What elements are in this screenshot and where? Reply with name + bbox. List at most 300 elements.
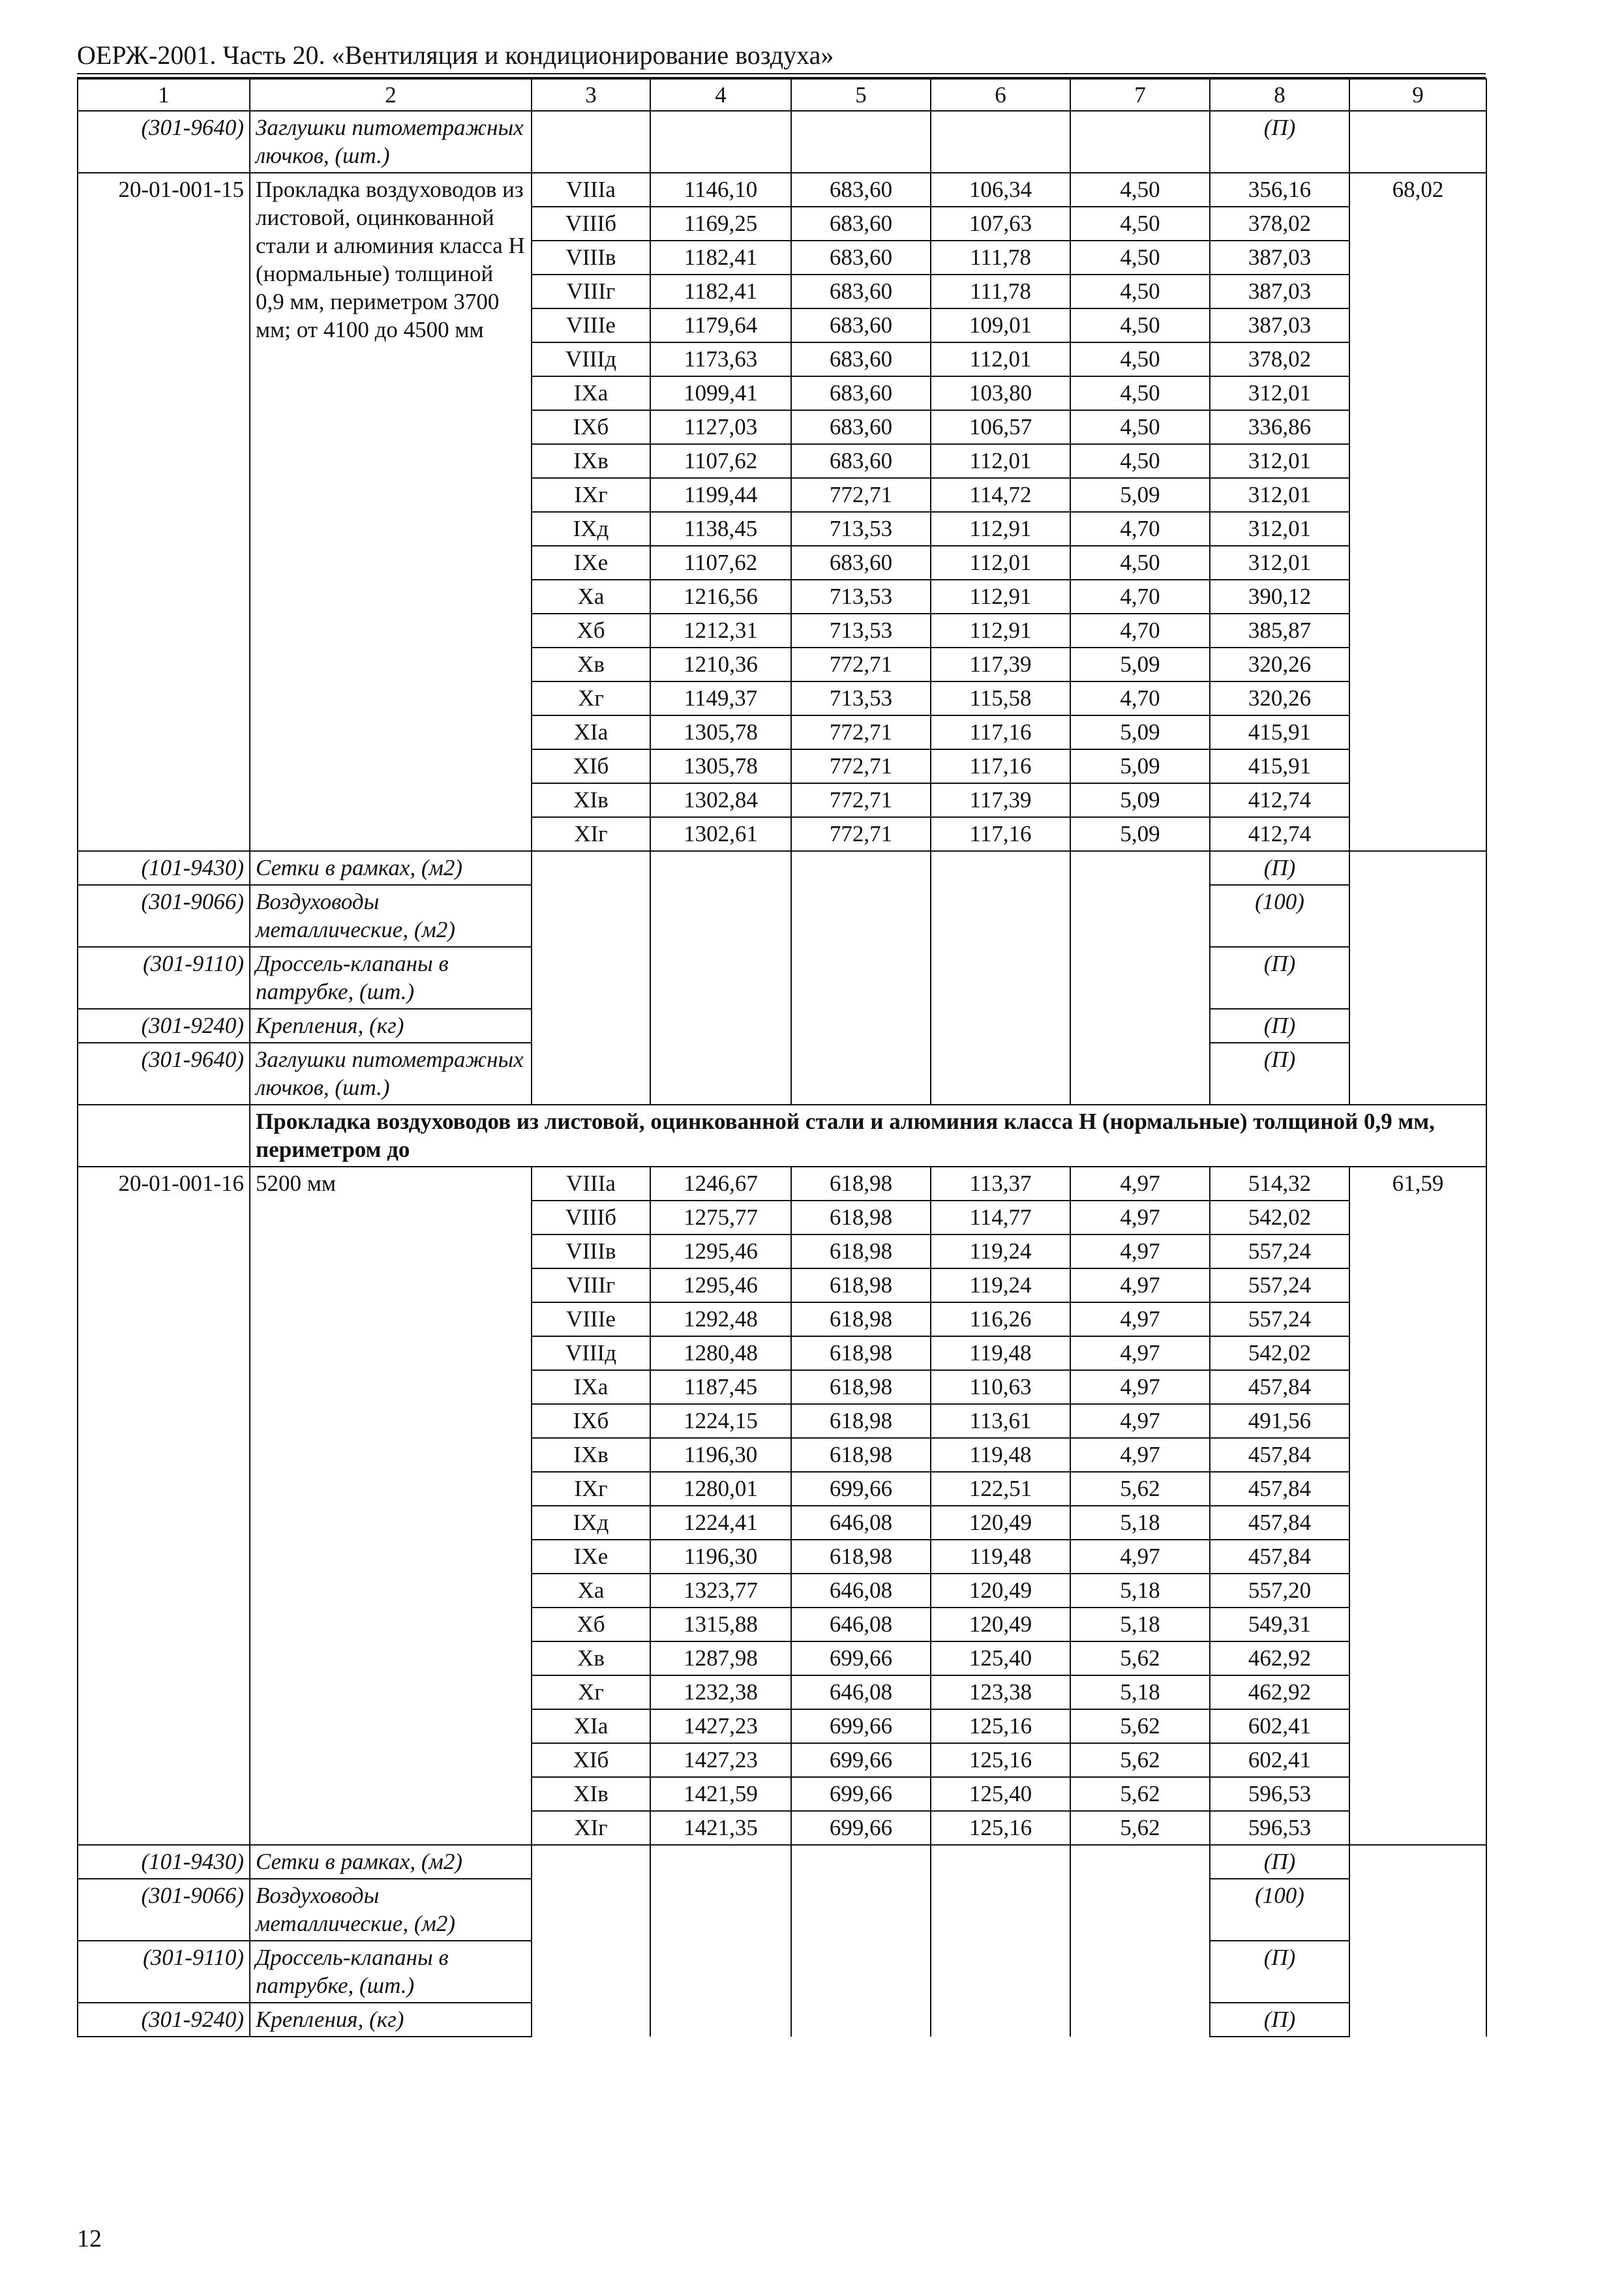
empty-cell xyxy=(1070,1845,1210,1879)
empty-cell xyxy=(791,1941,931,2003)
resource-name: Сетки в рамках, (м2) xyxy=(250,851,532,885)
zone-code: XIа xyxy=(532,715,650,749)
price-value: 683,60 xyxy=(791,241,931,275)
price-value: 602,41 xyxy=(1210,1743,1349,1777)
price-value: 683,60 xyxy=(791,342,931,376)
price-value: 113,37 xyxy=(931,1167,1070,1201)
price-value: 4,97 xyxy=(1070,1302,1210,1336)
price-value: 772,71 xyxy=(791,478,931,512)
resource-row xyxy=(78,2003,1486,2037)
price-value: 112,91 xyxy=(931,512,1070,546)
price-value: 320,26 xyxy=(1210,681,1349,715)
resource-value: (100) xyxy=(1210,885,1349,947)
resource-name: Воздуховоды металлические, (м2) xyxy=(250,1879,532,1941)
price-value: 557,20 xyxy=(1210,1574,1349,1608)
zone-code: Xг xyxy=(532,1675,650,1709)
price-value: 1305,78 xyxy=(650,715,791,749)
empty-cell xyxy=(791,1879,931,1941)
price-value: 5,18 xyxy=(1070,1675,1210,1709)
price-value: 683,60 xyxy=(791,207,931,241)
price-value: 320,26 xyxy=(1210,648,1349,681)
zone-code: IXд xyxy=(532,512,650,546)
empty-cell xyxy=(1349,1941,1486,2003)
price-value: 387,03 xyxy=(1210,275,1349,308)
item-name: Прокладка воздуховодов из листовой, оцинкованной стали и алюминия класса Н (нормальные) толщиной 0,9 мм, периметром 3700 мм; от 4100 до 4500 мм xyxy=(250,173,532,851)
empty-cell xyxy=(1070,2003,1210,2037)
price-value: 4,97 xyxy=(1070,1336,1210,1370)
price-value: 699,66 xyxy=(791,1777,931,1811)
column-number: 2 xyxy=(250,79,532,111)
price-value: 110,63 xyxy=(931,1370,1070,1404)
empty-cell xyxy=(1070,1941,1210,2003)
price-value: 4,50 xyxy=(1070,207,1210,241)
price-value: 4,50 xyxy=(1070,308,1210,342)
zone-code: XIб xyxy=(532,749,650,783)
price-row xyxy=(78,1167,1486,1201)
price-table-body xyxy=(78,79,1486,2037)
zone-code: VIIIг xyxy=(532,1268,650,1302)
empty-cell xyxy=(650,851,791,885)
empty-cell xyxy=(1349,1009,1486,1043)
empty-cell xyxy=(931,111,1070,173)
price-value: 462,92 xyxy=(1210,1675,1349,1709)
empty-cell xyxy=(1349,111,1486,173)
price-value: 457,84 xyxy=(1210,1506,1349,1540)
price-value: 1305,78 xyxy=(650,749,791,783)
empty-cell xyxy=(1349,1043,1486,1105)
zone-code: Xа xyxy=(532,580,650,614)
price-value: 1302,61 xyxy=(650,817,791,851)
price-value: 415,91 xyxy=(1210,715,1349,749)
price-value: 1292,48 xyxy=(650,1302,791,1336)
empty-cell xyxy=(650,2003,791,2037)
price-value: 5,09 xyxy=(1070,648,1210,681)
resource-code: (301-9066) xyxy=(78,885,250,947)
price-value: 387,03 xyxy=(1210,241,1349,275)
price-value: 1421,59 xyxy=(650,1777,791,1811)
resource-value: (П) xyxy=(1210,1009,1349,1043)
price-value: 557,24 xyxy=(1210,1268,1349,1302)
price-value: 4,97 xyxy=(1070,1268,1210,1302)
resource-name: Сетки в рамках, (м2) xyxy=(250,1845,532,1879)
price-value: 5,18 xyxy=(1070,1574,1210,1608)
price-value: 1427,23 xyxy=(650,1709,791,1743)
empty-cell xyxy=(650,1043,791,1105)
price-value: 119,24 xyxy=(931,1234,1070,1268)
zone-code: VIIIе xyxy=(532,1302,650,1336)
price-value: 462,92 xyxy=(1210,1641,1349,1675)
price-value: 683,60 xyxy=(791,546,931,580)
price-value: 111,78 xyxy=(931,241,1070,275)
price-value: 4,70 xyxy=(1070,681,1210,715)
price-value: 117,39 xyxy=(931,783,1070,817)
empty-cell xyxy=(931,851,1070,885)
price-value: 514,32 xyxy=(1210,1167,1349,1201)
price-value: 5,18 xyxy=(1070,1608,1210,1641)
price-value: 385,87 xyxy=(1210,614,1349,648)
resource-row xyxy=(78,1879,1486,1941)
price-value: 5,62 xyxy=(1070,1743,1210,1777)
price-value: 109,01 xyxy=(931,308,1070,342)
zone-code: VIIIб xyxy=(532,1201,650,1234)
resource-value: (П) xyxy=(1210,2003,1349,2037)
price-value: 1280,48 xyxy=(650,1336,791,1370)
price-value: 557,24 xyxy=(1210,1302,1349,1336)
price-value: 122,51 xyxy=(931,1472,1070,1506)
price-value: 123,38 xyxy=(931,1675,1070,1709)
empty-cell xyxy=(650,1941,791,2003)
zone-code: XIа xyxy=(532,1709,650,1743)
price-value: 772,71 xyxy=(791,715,931,749)
price-value: 1212,31 xyxy=(650,614,791,648)
price-value: 112,01 xyxy=(931,444,1070,478)
price-value: 112,01 xyxy=(931,342,1070,376)
empty-cell xyxy=(532,1845,650,1879)
zone-code: VIIIд xyxy=(532,1336,650,1370)
resource-code: (301-9066) xyxy=(78,1879,250,1941)
price-value: 119,48 xyxy=(931,1438,1070,1472)
price-value: 1173,63 xyxy=(650,342,791,376)
price-value: 1275,77 xyxy=(650,1201,791,1234)
zone-code: XIб xyxy=(532,1743,650,1777)
zone-code: IXа xyxy=(532,1370,650,1404)
item-col9-value: 68,02 xyxy=(1349,173,1486,851)
price-value: 1224,41 xyxy=(650,1506,791,1540)
price-value: 119,24 xyxy=(931,1268,1070,1302)
resource-code: (301-9640) xyxy=(78,1043,250,1105)
empty-cell xyxy=(791,947,931,1009)
resource-value: (П) xyxy=(1210,1941,1349,2003)
column-number: 1 xyxy=(78,79,250,111)
zone-code: IXе xyxy=(532,1540,650,1574)
price-value: 618,98 xyxy=(791,1540,931,1574)
price-value: 112,91 xyxy=(931,580,1070,614)
price-value: 618,98 xyxy=(791,1404,931,1438)
resource-name: Заглушки питометражных лючков, (шт.) xyxy=(250,1043,532,1105)
resource-name: Дроссель-клапаны в патрубке, (шт.) xyxy=(250,947,532,1009)
resource-name: Крепления, (кг) xyxy=(250,2003,532,2037)
zone-code: Xг xyxy=(532,681,650,715)
price-value: 772,71 xyxy=(791,817,931,851)
price-value: 596,53 xyxy=(1210,1811,1349,1845)
resource-row xyxy=(78,1845,1486,1879)
resource-row xyxy=(78,885,1486,947)
price-value: 106,34 xyxy=(931,173,1070,207)
price-value: 415,91 xyxy=(1210,749,1349,783)
price-value: 1149,37 xyxy=(650,681,791,715)
resource-row xyxy=(78,851,1486,885)
price-value: 356,16 xyxy=(1210,173,1349,207)
empty-cell xyxy=(1349,1879,1486,1941)
empty-cell xyxy=(1070,885,1210,947)
empty-cell xyxy=(1070,1009,1210,1043)
empty-cell xyxy=(532,2003,650,2037)
price-value: 312,01 xyxy=(1210,546,1349,580)
column-number: 7 xyxy=(1070,79,1210,111)
price-value: 1182,41 xyxy=(650,275,791,308)
resource-value: (П) xyxy=(1210,851,1349,885)
item-code: 20-01-001-15 xyxy=(78,173,250,851)
price-value: 1107,62 xyxy=(650,444,791,478)
resource-row xyxy=(78,1043,1486,1105)
price-value: 114,77 xyxy=(931,1201,1070,1234)
price-value: 5,09 xyxy=(1070,478,1210,512)
zone-code: VIIIв xyxy=(532,1234,650,1268)
zone-code: IXг xyxy=(532,1472,650,1506)
price-table xyxy=(77,78,1487,2037)
empty-cell xyxy=(532,111,650,173)
price-value: 115,58 xyxy=(931,681,1070,715)
empty-cell xyxy=(931,947,1070,1009)
price-value: 120,49 xyxy=(931,1574,1070,1608)
price-value: 5,09 xyxy=(1070,783,1210,817)
price-value: 4,97 xyxy=(1070,1540,1210,1574)
price-value: 646,08 xyxy=(791,1574,931,1608)
empty-cell xyxy=(791,885,931,947)
price-value: 1246,67 xyxy=(650,1167,791,1201)
zone-code: IXе xyxy=(532,546,650,580)
price-value: 378,02 xyxy=(1210,342,1349,376)
price-value: 1179,64 xyxy=(650,308,791,342)
zone-code: IXб xyxy=(532,410,650,444)
price-value: 618,98 xyxy=(791,1201,931,1234)
price-value: 457,84 xyxy=(1210,1540,1349,1574)
resource-value: (П) xyxy=(1210,111,1349,173)
empty-cell xyxy=(650,947,791,1009)
price-value: 5,62 xyxy=(1070,1709,1210,1743)
price-value: 125,40 xyxy=(931,1641,1070,1675)
price-value: 312,01 xyxy=(1210,478,1349,512)
price-value: 4,70 xyxy=(1070,580,1210,614)
price-value: 1295,46 xyxy=(650,1268,791,1302)
resource-name: Заглушки питометражных лючков, (шт.) xyxy=(250,111,532,173)
price-value: 596,53 xyxy=(1210,1777,1349,1811)
price-value: 1216,56 xyxy=(650,580,791,614)
price-value: 336,86 xyxy=(1210,410,1349,444)
price-value: 312,01 xyxy=(1210,444,1349,478)
price-value: 549,31 xyxy=(1210,1608,1349,1641)
column-number-row xyxy=(78,79,1486,111)
price-value: 1302,84 xyxy=(650,783,791,817)
zone-code: IXв xyxy=(532,1438,650,1472)
price-value: 618,98 xyxy=(791,1167,931,1201)
price-value: 120,49 xyxy=(931,1506,1070,1540)
price-value: 491,56 xyxy=(1210,1404,1349,1438)
zone-code: VIIIа xyxy=(532,1167,650,1201)
zone-code: XIг xyxy=(532,817,650,851)
price-value: 4,50 xyxy=(1070,275,1210,308)
price-value: 713,53 xyxy=(791,580,931,614)
empty-cell xyxy=(650,885,791,947)
resource-row xyxy=(78,947,1486,1009)
empty-cell xyxy=(532,1879,650,1941)
resource-value: (100) xyxy=(1210,1879,1349,1941)
price-value: 5,62 xyxy=(1070,1777,1210,1811)
resource-code: (301-9640) xyxy=(78,111,250,173)
resource-code: (301-9240) xyxy=(78,2003,250,2037)
empty-cell xyxy=(1070,947,1210,1009)
price-value: 378,02 xyxy=(1210,207,1349,241)
price-value: 699,66 xyxy=(791,1743,931,1777)
price-value: 699,66 xyxy=(791,1709,931,1743)
resource-name: Воздуховоды металлические, (м2) xyxy=(250,885,532,947)
zone-code: Xа xyxy=(532,1574,650,1608)
price-value: 4,70 xyxy=(1070,614,1210,648)
price-value: 112,01 xyxy=(931,546,1070,580)
zone-code: IXа xyxy=(532,376,650,410)
empty-cell xyxy=(791,2003,931,2037)
price-value: 1323,77 xyxy=(650,1574,791,1608)
empty-cell xyxy=(532,1941,650,2003)
price-value: 618,98 xyxy=(791,1268,931,1302)
price-value: 1224,15 xyxy=(650,1404,791,1438)
zone-code: Xв xyxy=(532,1641,650,1675)
empty-cell xyxy=(791,1845,931,1879)
resource-code: (301-9110) xyxy=(78,947,250,1009)
price-value: 699,66 xyxy=(791,1811,931,1845)
price-value: 125,16 xyxy=(931,1743,1070,1777)
document-title: ОЕРЖ-2001. Часть 20. «Вентиляция и кондиционирование воздуха» xyxy=(77,40,834,70)
empty-cell xyxy=(1349,947,1486,1009)
price-value: 117,16 xyxy=(931,749,1070,783)
price-value: 5,09 xyxy=(1070,749,1210,783)
column-number: 3 xyxy=(532,79,650,111)
price-value: 618,98 xyxy=(791,1302,931,1336)
zone-code: Xв xyxy=(532,648,650,681)
price-value: 713,53 xyxy=(791,614,931,648)
price-value: 4,97 xyxy=(1070,1167,1210,1201)
empty-cell xyxy=(931,885,1070,947)
zone-code: Xб xyxy=(532,1608,650,1641)
empty-cell xyxy=(1349,851,1486,885)
price-value: 4,50 xyxy=(1070,444,1210,478)
price-value: 683,60 xyxy=(791,173,931,207)
price-value: 646,08 xyxy=(791,1506,931,1540)
zone-code: XIв xyxy=(532,1777,650,1811)
empty-cell xyxy=(931,1009,1070,1043)
price-value: 457,84 xyxy=(1210,1472,1349,1506)
price-value: 117,16 xyxy=(931,817,1070,851)
resource-row xyxy=(78,1009,1486,1043)
zone-code: IXв xyxy=(532,444,650,478)
price-value: 5,62 xyxy=(1070,1472,1210,1506)
zone-code: XIв xyxy=(532,783,650,817)
price-value: 646,08 xyxy=(791,1675,931,1709)
empty-cell xyxy=(78,1105,250,1167)
price-value: 106,57 xyxy=(931,410,1070,444)
empty-cell xyxy=(1349,1845,1486,1879)
price-value: 4,50 xyxy=(1070,241,1210,275)
price-value: 4,50 xyxy=(1070,342,1210,376)
item-code: 20-01-001-16 xyxy=(78,1167,250,1845)
price-value: 1182,41 xyxy=(650,241,791,275)
price-value: 699,66 xyxy=(791,1472,931,1506)
price-value: 1196,30 xyxy=(650,1540,791,1574)
price-value: 1421,35 xyxy=(650,1811,791,1845)
zone-code: VIIIб xyxy=(532,207,650,241)
empty-cell xyxy=(532,1009,650,1043)
price-value: 1169,25 xyxy=(650,207,791,241)
price-value: 112,91 xyxy=(931,614,1070,648)
price-value: 699,66 xyxy=(791,1641,931,1675)
price-value: 683,60 xyxy=(791,410,931,444)
price-value: 1280,01 xyxy=(650,1472,791,1506)
price-value: 683,60 xyxy=(791,308,931,342)
empty-cell xyxy=(532,885,650,947)
price-value: 646,08 xyxy=(791,1608,931,1641)
empty-cell xyxy=(931,1845,1070,1879)
price-value: 5,18 xyxy=(1070,1506,1210,1540)
column-number: 4 xyxy=(650,79,791,111)
item-name: 5200 мм xyxy=(250,1167,532,1845)
empty-cell xyxy=(931,1879,1070,1941)
price-value: 683,60 xyxy=(791,444,931,478)
price-value: 412,74 xyxy=(1210,817,1349,851)
price-value: 113,61 xyxy=(931,1404,1070,1438)
price-row xyxy=(78,173,1486,207)
empty-cell xyxy=(791,851,931,885)
price-value: 116,26 xyxy=(931,1302,1070,1336)
price-value: 4,50 xyxy=(1070,376,1210,410)
empty-cell xyxy=(931,1043,1070,1105)
price-value: 125,40 xyxy=(931,1777,1070,1811)
price-value: 713,53 xyxy=(791,681,931,715)
zone-code: Xб xyxy=(532,614,650,648)
price-value: 1199,44 xyxy=(650,478,791,512)
price-value: 1099,41 xyxy=(650,376,791,410)
empty-cell xyxy=(1070,111,1210,173)
empty-cell xyxy=(532,851,650,885)
price-value: 117,39 xyxy=(931,648,1070,681)
empty-cell xyxy=(650,111,791,173)
price-value: 125,16 xyxy=(931,1709,1070,1743)
empty-cell xyxy=(931,1941,1070,2003)
price-value: 390,12 xyxy=(1210,580,1349,614)
price-value: 557,24 xyxy=(1210,1234,1349,1268)
price-value: 772,71 xyxy=(791,749,931,783)
price-value: 4,50 xyxy=(1070,173,1210,207)
section-heading-row xyxy=(78,1105,1486,1167)
price-value: 1210,36 xyxy=(650,648,791,681)
price-value: 772,71 xyxy=(791,783,931,817)
price-value: 618,98 xyxy=(791,1438,931,1472)
zone-code: VIIIв xyxy=(532,241,650,275)
zone-code: VIIIд xyxy=(532,342,650,376)
price-value: 1295,46 xyxy=(650,1234,791,1268)
price-value: 542,02 xyxy=(1210,1201,1349,1234)
empty-cell xyxy=(931,2003,1070,2037)
resource-code: (301-9110) xyxy=(78,1941,250,2003)
price-value: 5,62 xyxy=(1070,1641,1210,1675)
resource-code: (101-9430) xyxy=(78,851,250,885)
price-value: 103,80 xyxy=(931,376,1070,410)
price-value: 5,62 xyxy=(1070,1811,1210,1845)
resource-name: Дроссель-клапаны в патрубке, (шт.) xyxy=(250,1941,532,2003)
price-value: 602,41 xyxy=(1210,1709,1349,1743)
column-number: 6 xyxy=(931,79,1070,111)
price-value: 618,98 xyxy=(791,1370,931,1404)
price-value: 1232,38 xyxy=(650,1675,791,1709)
price-value: 5,09 xyxy=(1070,715,1210,749)
empty-cell xyxy=(1070,851,1210,885)
resource-row xyxy=(78,111,1486,173)
zone-code: IXд xyxy=(532,1506,650,1540)
price-value: 4,97 xyxy=(1070,1370,1210,1404)
price-value: 4,97 xyxy=(1070,1438,1210,1472)
column-number: 9 xyxy=(1349,79,1486,111)
price-value: 4,50 xyxy=(1070,546,1210,580)
price-value: 387,03 xyxy=(1210,308,1349,342)
